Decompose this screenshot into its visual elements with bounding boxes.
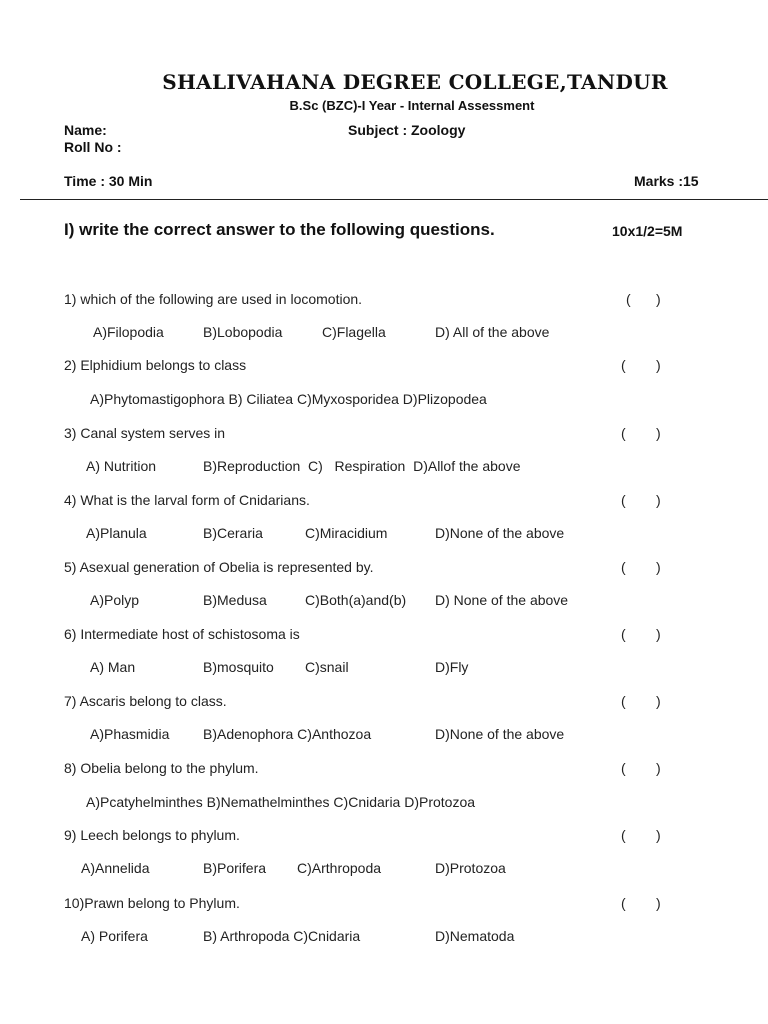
answer-bracket-close: )	[656, 357, 661, 373]
option-c: C)Flagella	[322, 324, 386, 340]
answer-bracket-open: (	[621, 492, 626, 508]
answer-bracket-close: )	[656, 291, 661, 307]
answer-bracket-open: (	[621, 693, 626, 709]
answer-bracket-open: (	[621, 357, 626, 373]
option-b: B)mosquito	[203, 659, 274, 675]
option-d: D)Protozoa	[435, 860, 506, 876]
option-b: B)Medusa	[203, 592, 267, 608]
options-line: B)Reproduction C) Respiration D)Allof the above	[203, 458, 521, 474]
option-d: D)None of the above	[435, 525, 565, 541]
answer-bracket-open: (	[621, 760, 626, 776]
option-b: B)Lobopodia	[203, 324, 283, 340]
option-b: B)Ceraria	[203, 525, 263, 541]
answer-bracket-open: (	[621, 626, 626, 642]
option-a: A)Filopodia	[93, 324, 164, 340]
option-a: A) Nutrition	[86, 458, 157, 474]
question-9: 9) Leech belongs to phylum.	[64, 827, 240, 843]
option-b: B)Porifera	[203, 860, 267, 876]
question-8: 8) Obelia belong to the phylum.	[64, 760, 259, 776]
answer-bracket-open: (	[626, 291, 631, 307]
options-line: A)Pcatyhelminthes B)Nemathelminthes C)Cnidaria D)Protozoa	[86, 794, 476, 810]
answer-bracket-open: (	[621, 559, 626, 575]
option-d: D) None of the above	[435, 592, 569, 608]
question-5: 5) Asexual generation of Obelia is represented by.	[64, 559, 374, 575]
answer-bracket-close: )	[656, 626, 661, 642]
option-d: D)None of the above	[435, 726, 565, 742]
answer-bracket-open: (	[621, 425, 626, 441]
options-line: B) Arthropoda C)Cnidaria	[203, 928, 361, 944]
question-4: 4) What is the larval form of Cnidarians.	[64, 492, 310, 508]
option-a: A)Phasmidia	[90, 726, 170, 742]
time-label: Time : 30 Min	[64, 173, 153, 189]
roll-no-label: Roll No :	[64, 139, 122, 155]
header-divider	[20, 199, 768, 200]
option-a: A) Man	[90, 659, 136, 675]
subject-label: Subject : Zoology	[348, 122, 466, 138]
option-a: A)Polyp	[90, 592, 140, 608]
answer-bracket-close: )	[656, 693, 661, 709]
exam-subtitle: B.Sc (BZC)-I Year - Internal Assessment	[289, 98, 535, 113]
question-7: 7) Ascaris belong to class.	[64, 693, 227, 709]
answer-bracket-close: )	[656, 559, 661, 575]
question-2: 2) Elphidium belongs to class	[64, 357, 247, 373]
option-c: C)Arthropoda	[297, 860, 382, 876]
question-3: 3) Canal system serves in	[64, 425, 226, 441]
question-10: 10)Prawn belong to Phylum.	[64, 895, 240, 911]
option-c: C)snail	[305, 659, 349, 675]
option-d: D) All of the above	[435, 324, 550, 340]
section-marks: 10x1/2=5M	[612, 223, 683, 239]
marks-label: Marks :15	[634, 173, 699, 189]
answer-bracket-close: )	[656, 895, 661, 911]
option-d: D)Fly	[435, 659, 469, 675]
question-6: 6) Intermediate host of schistosoma is	[64, 626, 300, 642]
option-a: A) Porifera	[81, 928, 148, 944]
option-d: D)Nematoda	[435, 928, 515, 944]
answer-bracket-close: )	[656, 760, 661, 776]
section-title: I) write the correct answer to the following questions.	[64, 220, 495, 239]
answer-bracket-close: )	[656, 492, 661, 508]
answer-bracket-close: )	[656, 827, 661, 843]
options-line: B)Adenophora C)Anthozoa	[203, 726, 372, 742]
answer-bracket-open: (	[621, 827, 626, 843]
answer-bracket-close: )	[656, 425, 661, 441]
option-a: A)Annelida	[81, 860, 150, 876]
option-c: C)Miracidium	[305, 525, 388, 541]
answer-bracket-open: (	[621, 895, 626, 911]
options-line: A)Phytomastigophora B) Ciliatea C)Myxosporidea D)Plizopodea	[90, 391, 487, 407]
option-a: A)Planula	[86, 525, 147, 541]
question-1: 1) which of the following are used in locomotion.	[64, 291, 363, 307]
name-label: Name:	[64, 122, 107, 138]
college-title: SHALIVAHANA DEGREE COLLEGE,TANDUR	[162, 70, 668, 94]
option-c: C)Both(a)and(b)	[305, 592, 407, 608]
